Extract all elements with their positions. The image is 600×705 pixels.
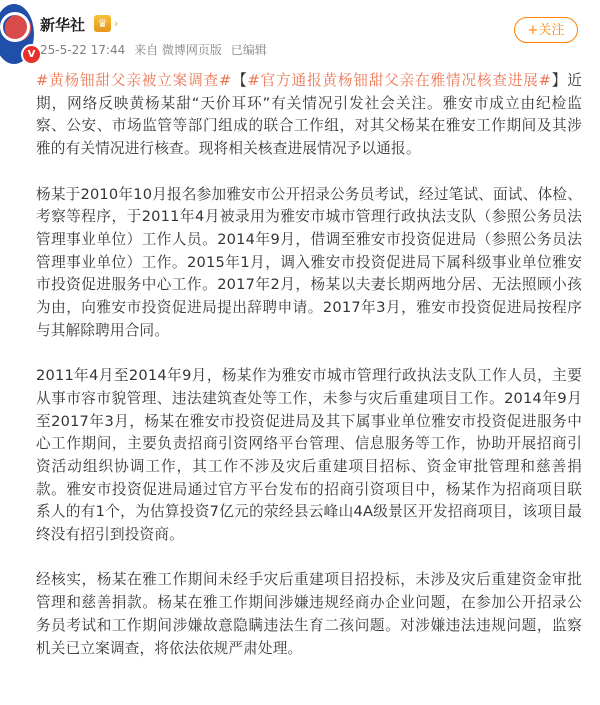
post-paragraph-2: 杨某于2010年10月报名参加雅安市公开招录公务员考试，经过笔试、面试、体检、考察等程序，于2011年4月被录用为雅安市城市管理行政执法支队（参照公务员法管理事业单位）工作人员。2014年9月，借调至雅安市投资促进局（参照公务员法管理事业单位）工作。2015年1月，调入雅安市投资促进局下属科级事业单位雅安市投资促进服务中心工作。2017年2月，杨某以夫妻长期两地分居、无法照顾小孩为由，向雅安市投资促进局提出辞聘申请。2017年3月，雅安市投资促进局按程序与其解除聘用合同。 <box>36 185 582 339</box>
post-source: 来自 微博网页版 <box>134 43 222 57</box>
edited-label[interactable]: 已编辑 <box>230 43 267 57</box>
verified-badge-icon: V <box>21 44 42 65</box>
follow-button[interactable]: +关注 <box>514 17 578 43</box>
level-chevron-icon[interactable]: › <box>114 17 119 30</box>
intro-text: 近期，网络反映黄杨某甜“天价耳环”有关情况引发社会关注。雅安市成立由纪检监察、公安、市场监管等部门组成的联合工作组，对其父杨某在雅安工作期间及其涉雅的有关情况进行核查。现将相关核查进展情况予以通报。 <box>36 72 583 158</box>
post-paragraph-4: 经核实，杨某在雅工作期间未经手灾后重建项目招投标，未涉及灾后重建资金审批管理和慈善捐款。杨某在雅工作期间涉嫌违规经商办企业问题，在参加公开招录公务员考试和工作期间涉嫌故意隐瞒违法生育二孩问题。对涉嫌违法违规问题，监察机关已立案调查，将依法依规严肃处理。 <box>36 571 582 657</box>
author-name[interactable]: 新华社 <box>40 16 86 34</box>
member-crown-icon[interactable]: ♛ <box>94 15 111 32</box>
bracket-close: 】 <box>551 72 568 89</box>
bracket-open: 【 <box>231 72 248 89</box>
post-paragraph-3: 2011年4月至2014年9月，杨某作为雅安市城市管理行政执法支队工作人员，主要从事市容市貌管理、违法建筑查处等工作，未参与灾后重建项目工作。2014年9月至2017年3月，杨某在雅安市投资促进局及其下属事业单位雅安市投资促进服务中心工作期间，主要负责招商引资网络平台管理、信息服务等工作，协助开展招商引资活动组织协调工作，其工作不涉及灾后重建项目招标、资金审批管理和慈善捐款。雅安市投资促进局通过官方平台发布的招商引资项目中，杨某作为招商项目联系人的有1个，为估算投资7亿元的荥经县云峰山4A级景区开发招商项目，该项目最终没有招引到投资商。 <box>36 367 582 544</box>
post-body <box>36 70 582 683</box>
post-paragraph-intro <box>36 70 582 161</box>
topic-link[interactable]: #官方通报黄杨钿甜父亲在雅情况核查进展# <box>247 72 552 89</box>
post-meta <box>40 41 272 58</box>
logo-ring-icon <box>0 12 30 42</box>
topic-link[interactable]: #黄杨钿甜父亲被立案调查# <box>36 72 232 89</box>
post-date[interactable]: 25-5-22 17:44 <box>40 43 126 57</box>
post-header <box>0 0 600 70</box>
